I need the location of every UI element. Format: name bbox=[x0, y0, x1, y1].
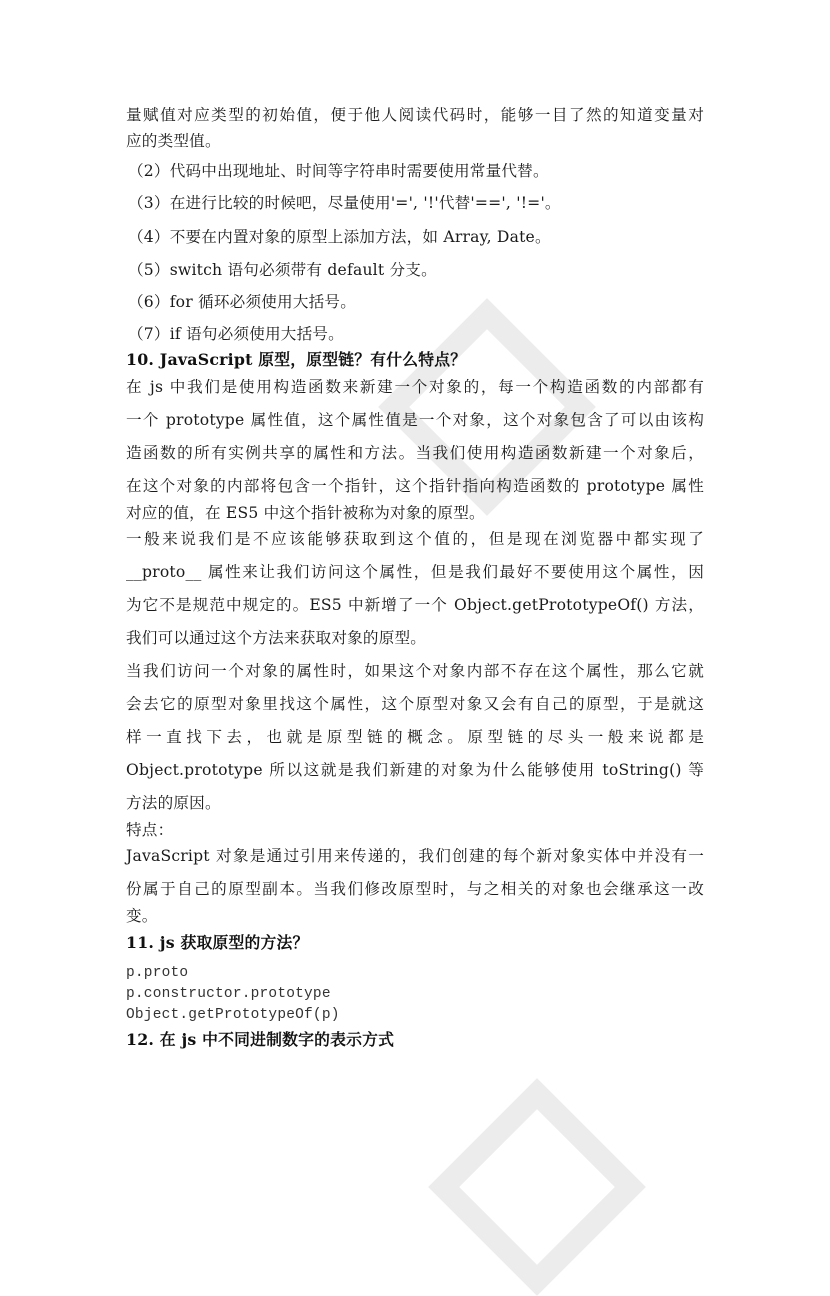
text-line: 对应的值，在 ES5 中这个指针被称为对象的原型。 bbox=[126, 504, 485, 522]
text-line: 造函数的所有实例共享的属性和方法。当我们使用构造函数新建一个对象后， bbox=[126, 444, 704, 462]
text-line: Object.prototype 所以这就是我们新建的对象为什么能够使用 toString() 等 bbox=[126, 761, 704, 779]
watermark-logo-icon bbox=[430, 1080, 630, 1280]
text-line: 一般来说我们是不应该能够获取到这个值的，但是现在浏览器中都实现了 bbox=[126, 530, 704, 548]
text-line: 在 js 中我们是使用构造函数来新建一个对象的，每一个构造函数的内部都有 bbox=[126, 378, 704, 396]
text-line: 在这个对象的内部将包含一个指针，这个指针指向构造函数的 prototype 属性 bbox=[126, 477, 704, 495]
text-line: JavaScript 对象是通过引用来传递的，我们创建的每个新对象实体中并没有一 bbox=[126, 847, 704, 865]
text-line: __proto__ 属性来让我们访问这个属性，但是我们最好不要使用这个属性，因 bbox=[126, 563, 704, 581]
text-line: 变。 bbox=[126, 907, 158, 925]
code-line: Object.getPrototypeOf(p) bbox=[126, 1007, 340, 1023]
text-line: 当我们访问一个对象的属性时，如果这个对象内部不存在这个属性，那么它就 bbox=[126, 662, 704, 680]
list-item: （4）不要在内置对象的原型上添加方法，如 Array, Date。 bbox=[128, 228, 551, 246]
text-line: 特点： bbox=[126, 821, 174, 839]
section-heading: 12. 在 js 中不同进制数字的表示方式 bbox=[126, 1030, 395, 1049]
list-item: （2）代码中出现地址、时间等字符串时需要使用常量代替。 bbox=[128, 162, 549, 180]
text-line: 量赋值对应类型的初始值，便于他人阅读代码时，能够一目了然的知道变量对 bbox=[126, 106, 704, 124]
section-heading: 11. js 获取原型的方法？ bbox=[126, 933, 309, 952]
list-item: （5）switch 语句必须带有 default 分支。 bbox=[128, 261, 437, 279]
code-line: p.constructor.prototype bbox=[126, 986, 331, 1002]
list-item: （7）if 语句必须使用大括号。 bbox=[128, 325, 344, 343]
text-line: 方法的原因。 bbox=[126, 794, 221, 812]
text-line: 我们可以通过这个方法来获取对象的原型。 bbox=[126, 629, 427, 647]
text-line: 会去它的原型对象里找这个属性，这个原型对象又会有自己的原型，于是就这 bbox=[126, 695, 704, 713]
text-line: 为它不是规范中规定的。ES5 中新增了一个 Object.getPrototypeOf() 方法， bbox=[126, 596, 704, 614]
code-line: p.proto bbox=[126, 965, 189, 981]
text-line: 份属于自己的原型副本。当我们修改原型时，与之相关的对象也会继承这一改 bbox=[126, 880, 704, 898]
list-item: （6）for 循环必须使用大括号。 bbox=[128, 293, 357, 311]
list-item: （3）在进行比较的时候吧，尽量使用'=', '!'代替'==', '!='。 bbox=[128, 194, 561, 212]
section-heading: 10. JavaScript 原型，原型链？有什么特点？ bbox=[126, 350, 467, 369]
text-line: 样一直找下去，也就是原型链的概念。原型链的尽头一般来说都是 bbox=[126, 728, 704, 746]
text-line: 一个 prototype 属性值，这个属性值是一个对象，这个对象包含了可以由该构 bbox=[126, 411, 704, 429]
text-line: 应的类型值。 bbox=[126, 132, 221, 150]
